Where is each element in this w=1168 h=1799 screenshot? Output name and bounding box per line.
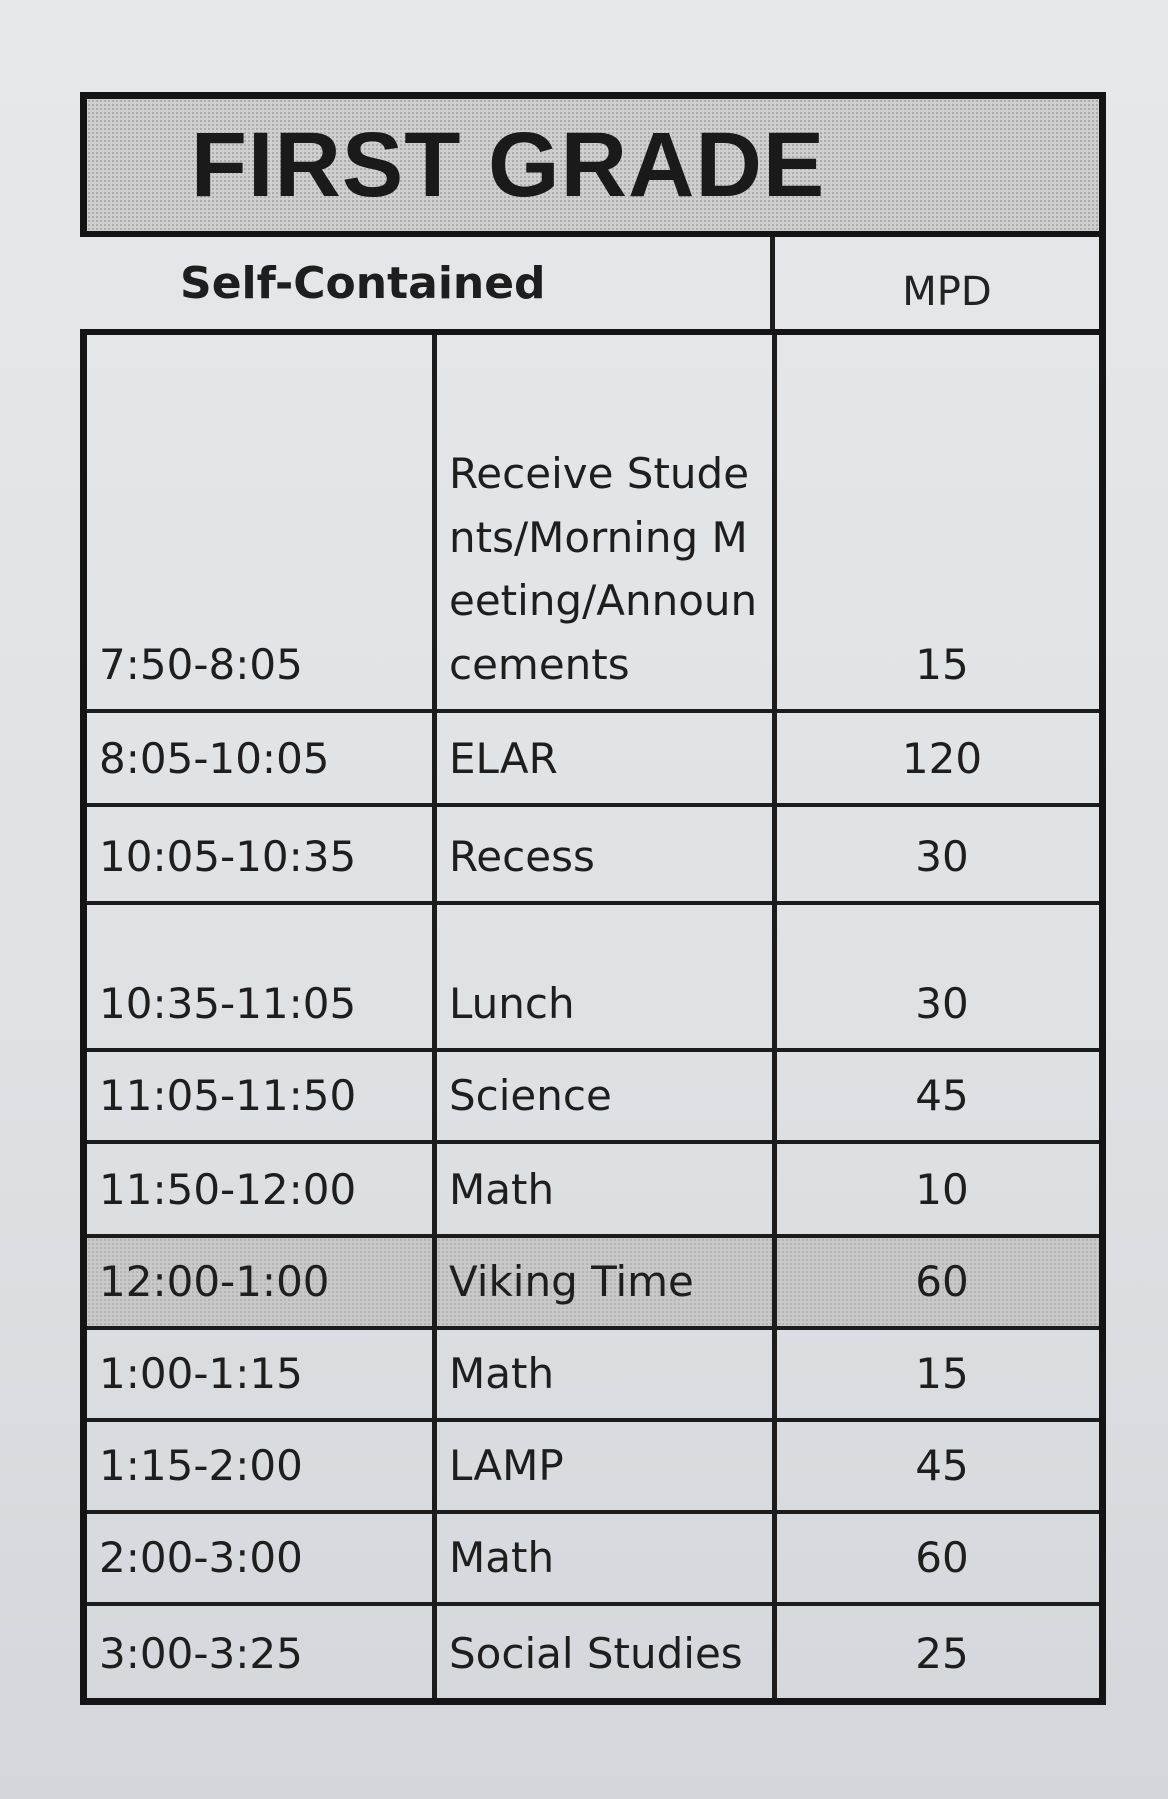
activity-cell xyxy=(437,1330,777,1422)
mpd-column-header: MPD xyxy=(770,237,1106,329)
activity-label: Social Studies xyxy=(449,1629,743,1679)
schedule-sheet xyxy=(80,92,1106,1705)
table-subheader xyxy=(80,237,1106,329)
activity-label: Math xyxy=(449,1349,555,1399)
mpd-cell: 45 xyxy=(777,1422,1099,1514)
mpd-cell: 15 xyxy=(777,335,1099,713)
activity-label: LAMP xyxy=(449,1441,564,1491)
time-cell: 3:00-3:25 xyxy=(87,1606,437,1698)
program-label: Self-Contained xyxy=(180,257,546,309)
activity-cell xyxy=(437,713,777,807)
activity-label: Math xyxy=(449,1165,555,1215)
activity-label: Lunch xyxy=(449,979,575,1029)
mpd-cell: 120 xyxy=(777,713,1099,807)
activity-label: Viking Time xyxy=(449,1257,694,1307)
time-cell: 11:50-12:00 xyxy=(87,1144,437,1238)
title-banner xyxy=(80,92,1106,237)
mpd-cell: 10 xyxy=(777,1144,1099,1238)
page-title: FIRST GRADE xyxy=(190,113,826,216)
mpd-cell: 30 xyxy=(777,807,1099,905)
activity-cell xyxy=(437,807,777,905)
activity-label: Recess xyxy=(449,832,595,882)
activity-cell xyxy=(437,335,777,713)
mpd-cell: 15 xyxy=(777,1330,1099,1422)
mpd-cell: 60 xyxy=(777,1238,1099,1330)
activity-cell xyxy=(437,1144,777,1238)
time-cell: 7:50-8:05 xyxy=(87,335,437,713)
activity-cell xyxy=(437,1606,777,1698)
time-cell: 10:05-10:35 xyxy=(87,807,437,905)
mpd-cell: 45 xyxy=(777,1052,1099,1144)
mpd-cell: 25 xyxy=(915,1629,969,1679)
time-cell: 1:00-1:15 xyxy=(87,1330,437,1422)
time-cell: 11:05-11:50 xyxy=(87,1052,437,1144)
activity-label: Receive Students/Morning Meeting/Announcements xyxy=(449,448,758,690)
activity-cell xyxy=(437,1052,777,1144)
activity-cell xyxy=(437,1422,777,1514)
mpd-cell: 30 xyxy=(777,905,1099,1052)
time-cell: 2:00-3:00 xyxy=(87,1514,437,1606)
time-cell: 8:05-10:05 xyxy=(87,713,437,807)
activity-cell xyxy=(437,1238,777,1330)
time-cell: 12:00-1:00 xyxy=(87,1238,437,1330)
activity-cell xyxy=(437,1514,777,1606)
mpd-cell: 60 xyxy=(777,1514,1099,1606)
activity-cell xyxy=(437,905,777,1052)
activity-label: ELAR xyxy=(449,734,558,784)
activity-label: Science xyxy=(449,1071,612,1121)
time-cell: 10:35-11:05 xyxy=(87,905,437,1052)
activity-label: Math xyxy=(449,1533,555,1583)
time-cell: 1:15-2:00 xyxy=(87,1422,437,1514)
schedule-table xyxy=(80,329,1106,1705)
